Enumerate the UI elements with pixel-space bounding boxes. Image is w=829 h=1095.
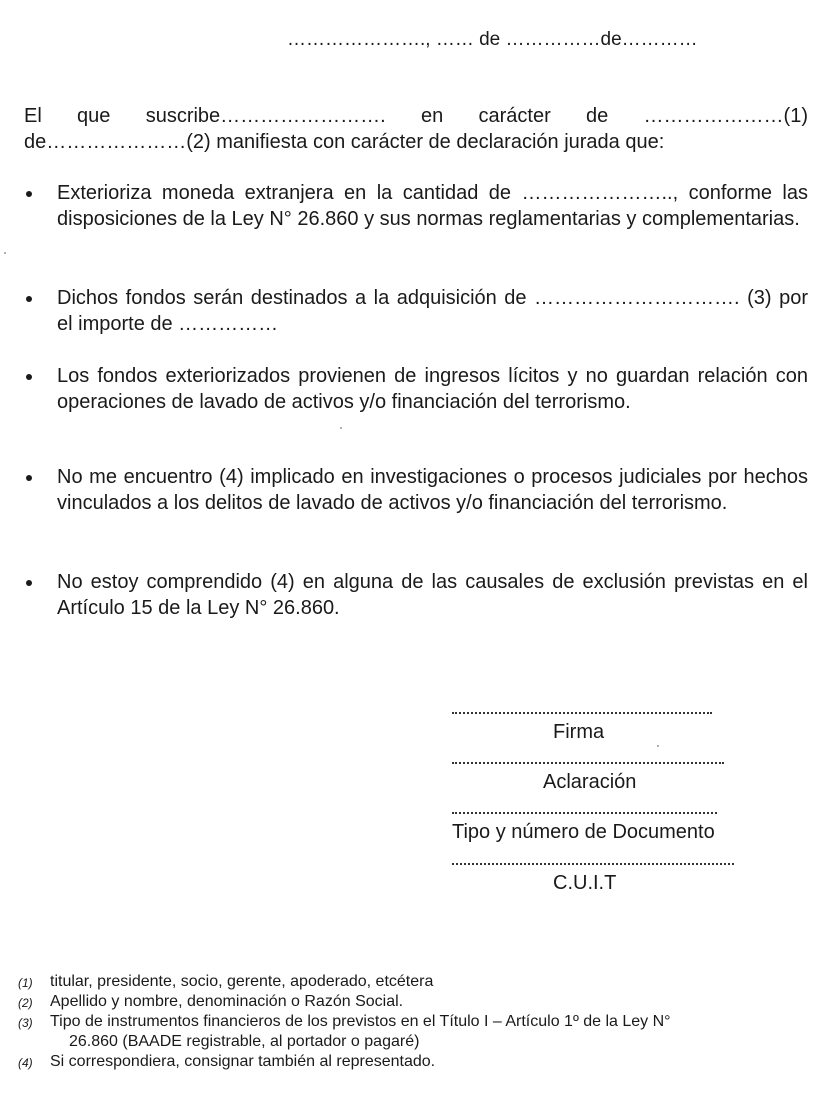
signature-line	[452, 760, 724, 764]
signature-label: Aclaración	[543, 771, 637, 793]
footnote-4	[18, 1052, 818, 1072]
scan-speck	[657, 745, 659, 747]
scan-speck	[4, 252, 6, 254]
signature-line	[452, 861, 734, 865]
date-place-line: …………………., …… de ……………de…………	[287, 29, 698, 50]
declaration-item-text: Los fondos exteriorizados provienen de ingresos lícitos y no guardan relación con operaciones de lavado de activos y/o financiación del terrorismo.	[57, 365, 808, 413]
footnotes	[18, 972, 818, 1072]
bullet-icon	[26, 580, 32, 586]
footnote-2	[18, 992, 818, 1012]
declaration-item-text: No me encuentro (4) implicado en investigaciones o procesos judiciales por hechos vinculados a los delitos de lavado de activos y/o financiación del terrorismo.	[57, 466, 808, 514]
declaration-item-foreign-currency	[24, 180, 808, 232]
footnote-3	[18, 1012, 818, 1052]
footnote-number: (2)	[18, 996, 33, 1010]
signature-line	[452, 810, 717, 814]
bullet-icon	[26, 191, 32, 197]
signature-label: Tipo y número de Documento	[452, 821, 715, 843]
bullet-icon	[26, 374, 32, 380]
footnote-number: (1)	[18, 976, 33, 990]
declaration-item-destination	[24, 285, 808, 337]
declaration-item-text: Exterioriza moneda extranjera en la cantidad de ………………….., conforme las disposiciones de la Ley N° 26.860 y sus normas reglamentarias y complementarias.	[57, 182, 808, 230]
signature-label: Firma	[553, 721, 605, 743]
scan-speck	[340, 427, 342, 429]
footnote-text: Apellido y nombre, denominación o Razón Social.	[50, 993, 404, 1010]
declaration-item-no-investigation	[24, 464, 808, 516]
signature-line	[452, 710, 712, 714]
intro-line-2: de…………………(2) manifiesta con carácter de declaración jurada que:	[24, 131, 665, 153]
bullet-icon	[26, 296, 32, 302]
signature-label: C.U.I.T	[553, 872, 617, 894]
footnote-text: Si correspondiera, consignar también al representado.	[50, 1053, 436, 1070]
footnote-number: (4)	[18, 1056, 33, 1070]
declaration-item-text: No estoy comprendido (4) en alguna de las causales de exclusión previstas en el Artículo 15 de la Ley N° 26.860.	[57, 571, 808, 619]
footnote-continuation: 26.860 (BAADE registrable, al portador o pagaré)	[69, 1033, 420, 1050]
bullet-icon	[26, 475, 32, 481]
declaration-item-no-exclusion	[24, 569, 808, 621]
declaration-item-text: Dichos fondos serán destinados a la adquisición de …………………………. (3) por el importe de ……………	[57, 287, 808, 335]
footnote-1	[18, 972, 818, 992]
footnote-text: Tipo de instrumentos financieros de los previstos en el Título I – Artículo 1º de la Ley N°	[50, 1013, 671, 1030]
intro-line-1: El que suscribe……………………. en carácter de …………………(1)	[24, 105, 808, 127]
declaration-item-licit-origin	[24, 363, 808, 415]
footnote-text: titular, presidente, socio, gerente, apoderado, etcétera	[50, 973, 434, 990]
footnote-number: (3)	[18, 1016, 33, 1030]
intro-paragraph	[24, 103, 808, 155]
